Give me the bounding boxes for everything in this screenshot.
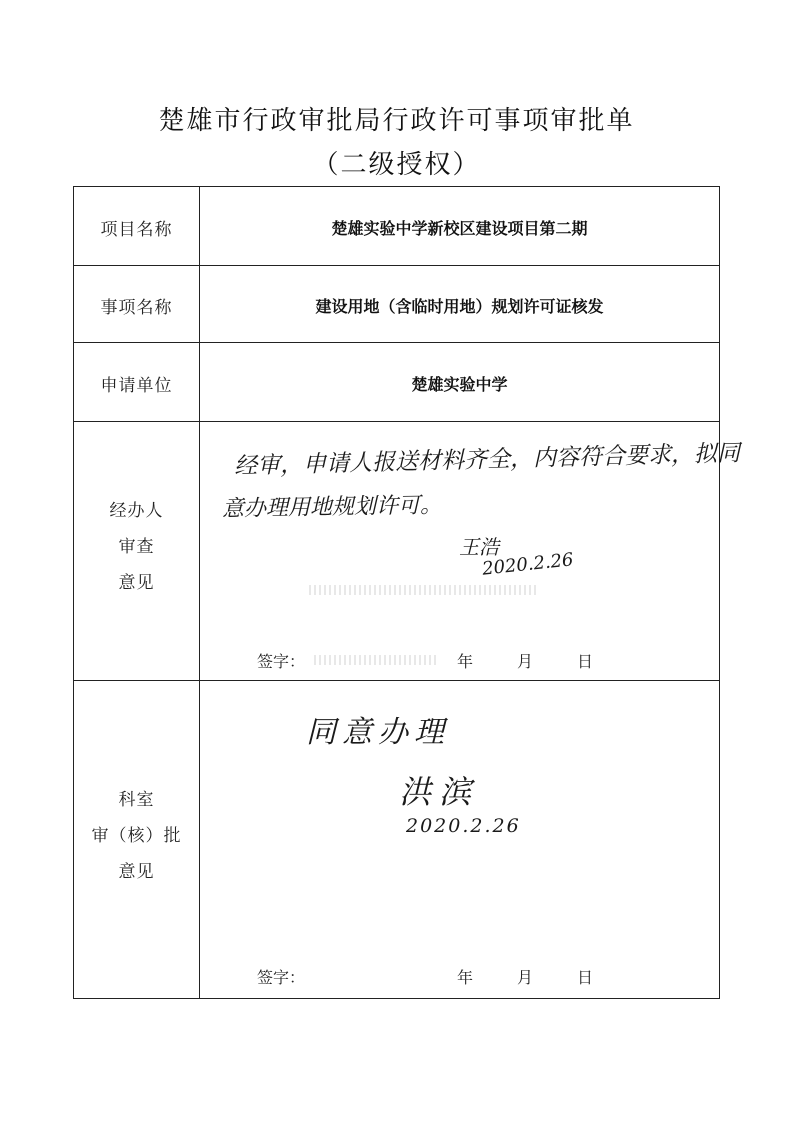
section-signature: 洪滨 bbox=[399, 773, 480, 811]
handler-year-label: 年 bbox=[457, 652, 474, 671]
section-opinion: 同意办理 bbox=[306, 715, 450, 750]
section-day-label: 日 bbox=[577, 968, 594, 987]
handler-day-label: 日 bbox=[577, 652, 594, 671]
item-name-value: 建设用地（含临时用地）规划许可证核发 bbox=[315, 297, 604, 316]
section-month-label: 月 bbox=[517, 968, 534, 987]
handler-signature: 王浩 bbox=[459, 535, 499, 559]
handler-review-label-line2: 审查 bbox=[118, 537, 155, 557]
document-title: 楚雄市行政审批局行政许可事项审批单 bbox=[158, 106, 635, 136]
handler-sign-label: 签字： bbox=[257, 652, 306, 671]
section-year-label: 年 bbox=[457, 968, 474, 987]
project-name-value: 楚雄实验中学新校区建设项目第二期 bbox=[331, 219, 588, 238]
handler-review-label-line3: 意见 bbox=[118, 573, 155, 593]
handler-review-label bbox=[74, 493, 199, 601]
document-subtitle: （二级授权） bbox=[312, 150, 481, 180]
item-name-label: 事项名称 bbox=[100, 298, 173, 318]
project-name-label: 项目名称 bbox=[100, 220, 173, 240]
applicant-label: 申请单位 bbox=[100, 376, 173, 396]
section-approval-label-line1: 科室 bbox=[118, 790, 155, 810]
row-divider bbox=[74, 265, 719, 266]
approval-form-table bbox=[73, 186, 741, 999]
section-approval-label-line3: 意见 bbox=[118, 862, 155, 882]
handler-date: 2020.2.26 bbox=[481, 549, 575, 580]
row-divider bbox=[74, 421, 719, 422]
handler-opinion-line2: 意办理用地规划许可。 bbox=[221, 493, 443, 522]
handler-review-label-line1: 经办人 bbox=[109, 501, 164, 521]
scan-artifact bbox=[314, 655, 439, 665]
scan-artifact bbox=[309, 585, 539, 595]
section-date: 2020.2.26 bbox=[406, 815, 521, 837]
applicant-value: 楚雄实验中学 bbox=[411, 375, 508, 394]
row-divider bbox=[74, 342, 719, 343]
handler-month-label: 月 bbox=[517, 652, 534, 671]
section-sign-label: 签字： bbox=[257, 968, 306, 987]
section-approval-label-line2: 审（核）批 bbox=[91, 826, 182, 846]
row-divider bbox=[74, 680, 719, 681]
section-approval-label bbox=[74, 782, 199, 890]
handler-opinion-line1: 经审，申请人报送材料齐全，内容符合要求，拟同 bbox=[233, 440, 741, 480]
